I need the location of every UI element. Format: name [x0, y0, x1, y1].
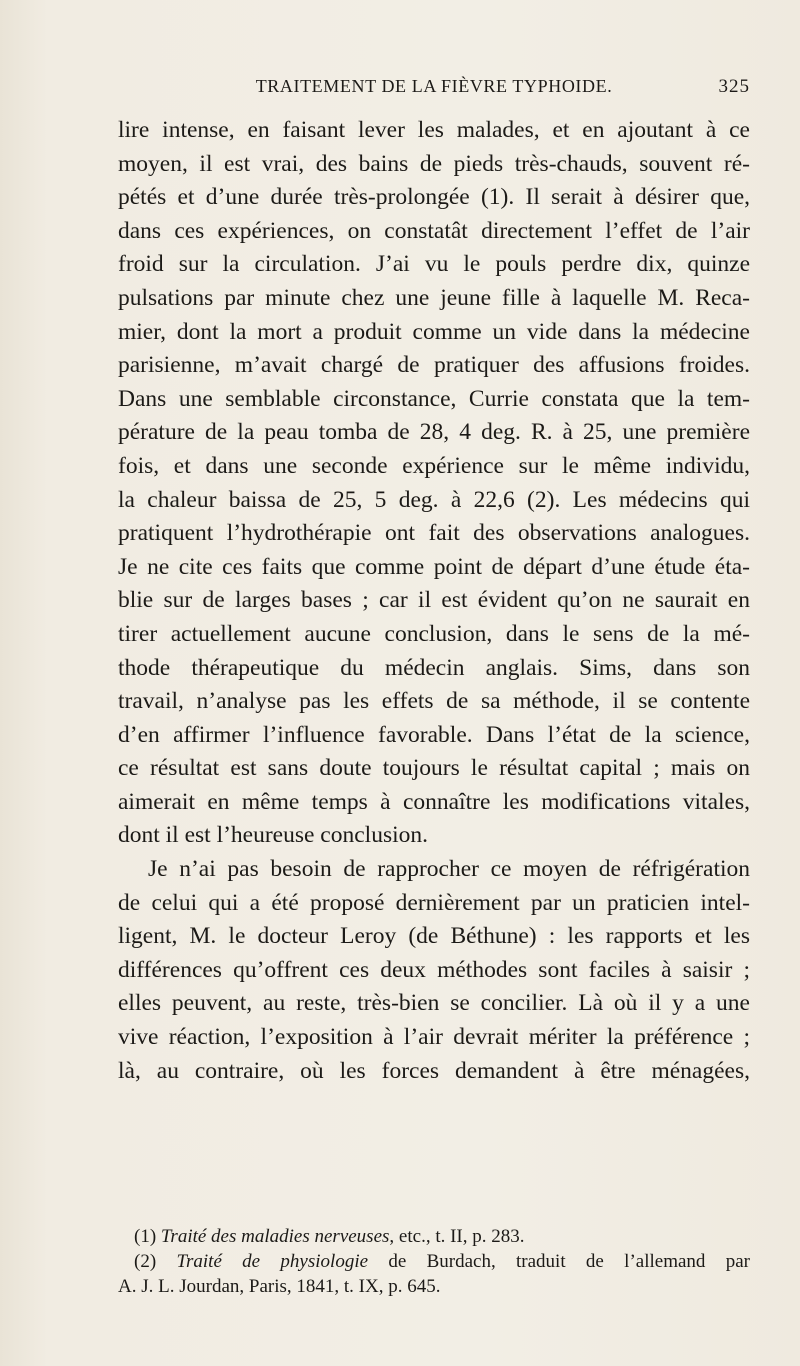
text-line: dans ces expériences, on constatât directement l’effet de l’air	[118, 217, 750, 244]
text-line: de celui qui a été proposé dernièrement par un praticien intel-	[118, 889, 750, 916]
text-line: moyen, il est vrai, des bains de pieds très-chauds, souvent ré-	[118, 150, 750, 177]
page-header	[118, 76, 750, 106]
footnote-rest: de Burdach, traduit de l’allemand par	[368, 1251, 750, 1272]
text-line: thode thérapeutique du médecin anglais. Sims, dans son	[118, 654, 750, 681]
text-line: lire intense, en faisant lever les malades, et en ajoutant à ce	[118, 117, 750, 143]
text-line: Je ne cite ces faits que comme point de départ d’une étude éta-	[118, 553, 750, 580]
text-line: pérature de la peau tomba de 28, 4 deg. R. à 25, une première	[118, 419, 750, 446]
footnote-title: Traité de physiologie	[176, 1251, 369, 1272]
text-line: fois, et dans une seconde expérience sur le même individu,	[118, 452, 750, 479]
running-title: TRAITEMENT DE LA FIÈVRE TYPHOIDE.	[255, 76, 613, 96]
text-line: différences qu’offrent ces deux méthodes sont faciles à saisir ;	[118, 956, 750, 983]
footnote-1	[118, 1224, 750, 1249]
text-line: d’en affirmer l’influence favorable. Dans l’état de la science,	[118, 721, 750, 748]
text-line: Dans une semblable circonstance, Currie constata que la tem-	[118, 385, 750, 412]
footnote-rest: , etc., t. II, p. 283.	[389, 1226, 525, 1247]
text-line: là, au contraire, où les forces demandent à être ménagées,	[118, 1057, 750, 1084]
text-line: mier, dont la mort a produit comme un vide dans la médecine	[118, 318, 750, 345]
text-line: blie sur de larges bases ; car il est évident qu’on ne saurait en	[118, 587, 750, 614]
footnote-2-continuation: A. J. L. Jourdan, Paris, 1841, t. IX, p. 645.	[118, 1276, 441, 1297]
paragraph-start-line: Je n’ai pas besoin de rapprocher ce moyen de réfrigération	[148, 856, 750, 883]
footnote-marker: (1)	[134, 1226, 157, 1247]
text-line: pulsations par minute chez une jeune fille à laquelle M. Reca-	[118, 284, 750, 311]
footnote-marker: (2)	[134, 1251, 157, 1272]
text-line: elles peuvent, au reste, très-bien se concilier. Là où il y a une	[118, 990, 750, 1017]
text-line: vive réaction, l’exposition à l’air devrait mériter la préférence ;	[118, 1024, 750, 1051]
footnote-2	[118, 1249, 750, 1274]
text-line: parisienne, m’avait chargé de pratiquer des affusions froides.	[118, 352, 750, 379]
footnotes	[118, 1224, 750, 1299]
text-line: froid sur la circulation. J’ai vu le pouls perdre dix, quinze	[118, 251, 750, 278]
text-line: dont il est l’heureuse conclusion.	[118, 822, 428, 849]
text-line: ce résultat est sans doute toujours le résultat capital ; mais on	[118, 755, 750, 782]
text-line: pétés et d’une durée très-prolongée (1). Il serait à désirer que,	[118, 184, 750, 211]
text-line: ligent, M. le docteur Leroy (de Béthune) : les rapports et les	[118, 923, 750, 950]
text-line: la chaleur baissa de 25, 5 deg. à 22,6 (2). Les médecins qui	[118, 486, 750, 513]
footnote-title: Traité des maladies nerveuses	[160, 1226, 390, 1247]
text-line: tirer actuellement aucune conclusion, dans le sens de la mé-	[118, 620, 750, 647]
text-line: aimerait en même temps à connaître les modifications vitales,	[118, 788, 750, 815]
page-number: 325	[718, 76, 750, 97]
body-text	[118, 114, 750, 1088]
text-line: pratiquent l’hydrothérapie ont fait des observations analogues.	[118, 520, 750, 547]
text-line: travail, n’analyse pas les effets de sa méthode, il se contente	[118, 688, 750, 715]
